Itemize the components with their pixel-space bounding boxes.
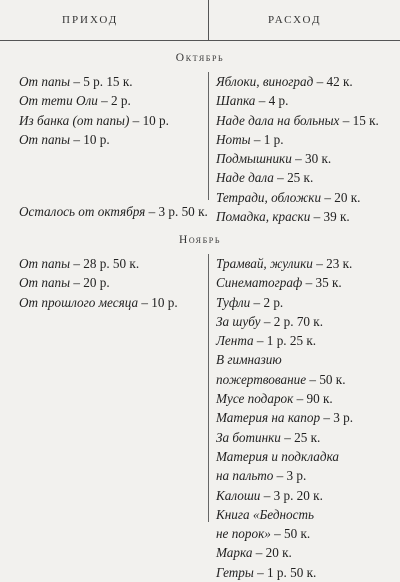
entry-amount: – 10 р. (138, 294, 178, 310)
ledger-entry (19, 273, 178, 292)
entry-text: От тети Оли (19, 93, 98, 109)
entry-text: Подмышники (216, 151, 292, 167)
ledger-entry (216, 207, 379, 226)
ledger-entry (216, 254, 353, 273)
ledger-entry (216, 72, 379, 91)
entry-amount: – 3 р. (273, 468, 307, 484)
ledger-entry (19, 111, 169, 130)
ledger-entry (19, 130, 169, 149)
entry-text: Из банка (от папы) (19, 112, 130, 128)
remaining-label: Осталось от октября (19, 204, 146, 219)
october-income-list (19, 72, 169, 149)
entry-amount: – 50 к. (306, 371, 346, 387)
entry-amount: – 3 р. 20 к. (260, 487, 323, 503)
entry-amount: – 23 к. (312, 256, 353, 271)
entry-text: на пальто (216, 468, 274, 484)
entry-amount: – 3 р. (320, 410, 354, 426)
entry-text: Яблоки, виноград (216, 74, 314, 89)
ledger-entry (216, 149, 379, 168)
entry-amount: – 10 р. (70, 131, 110, 147)
ledger-entry (216, 273, 353, 292)
entry-text: Лента (216, 333, 254, 349)
entry-amount: – 15 к. (339, 112, 379, 128)
entry-amount: – 50 к. (270, 526, 311, 542)
entry-text: пожертвование (216, 371, 307, 387)
entry-amount: – 20 к. (321, 189, 361, 205)
entry-text: От прошлого месяца (19, 294, 139, 310)
entry-text: Мусе подарок (216, 391, 294, 407)
ledger-entry (216, 293, 353, 312)
ledger-entry (19, 254, 178, 273)
entry-amount: – 10 р. (129, 112, 169, 128)
ledger-entry (216, 486, 353, 505)
ledger-entry (216, 350, 353, 369)
entry-text: Синематограф (216, 275, 303, 291)
entry-text: От папы (19, 74, 71, 89)
entry-amount: – 35 к. (302, 275, 342, 291)
entry-text: За ботинки (216, 429, 281, 445)
ledger-entry (216, 466, 353, 485)
ledger-entry (216, 130, 379, 149)
entry-text: Наде дала (216, 170, 274, 186)
entry-text: За шубу (216, 313, 261, 329)
entry-text: Гетры (216, 564, 254, 580)
entry-amount: – 1 р. 25 к. (253, 333, 317, 349)
entry-text: Трамвай, жулики (216, 256, 313, 271)
ledger-entry (216, 370, 353, 389)
october-column-divider (208, 72, 209, 200)
entry-amount: – 20 р. (70, 275, 110, 291)
entry-text: не порок» (216, 526, 271, 542)
entry-text: От папы (19, 256, 71, 271)
entry-text: От папы (19, 275, 71, 291)
entry-amount: – 4 р. (255, 93, 289, 109)
ledger-entry (216, 447, 353, 466)
ledger-entry (216, 428, 353, 447)
entry-text: От папы (19, 131, 71, 147)
november-column-divider (208, 254, 209, 522)
entry-text: Наде дала на больных (216, 112, 340, 128)
ledger-entry (216, 408, 353, 427)
ledger-entry (216, 168, 379, 187)
remaining-amount: – 3 р. 50 к. (145, 204, 208, 219)
entry-amount: – 25 к. (273, 170, 314, 186)
october-expense-list (216, 72, 379, 226)
ledger-entry (216, 505, 353, 524)
entry-text: Материя на капор (216, 410, 321, 426)
entry-amount: – 5 р. 15 к. (70, 74, 133, 89)
entry-text: Тетради, обложки (216, 189, 322, 205)
entry-text: Калоши (216, 487, 261, 503)
ledger-entry (216, 111, 379, 130)
entry-text: Книга «Бедность (216, 506, 315, 522)
november-income-list (19, 254, 178, 312)
ledger-entry (216, 312, 353, 331)
entry-amount: – 39 к. (310, 209, 350, 225)
october-remaining (19, 204, 208, 220)
entry-amount: – 90 к. (293, 391, 333, 407)
october-heading: Октябрь (175, 52, 225, 64)
entry-amount: – 20 к. (252, 545, 292, 561)
november-heading: Ноябрь (178, 234, 222, 246)
entry-amount: – 42 к. (313, 74, 353, 89)
header-divider (208, 0, 209, 40)
entry-text: Туфли (216, 294, 251, 310)
ledger-entry (19, 72, 169, 91)
ledger-entry (216, 91, 379, 110)
entry-text: Ноты (216, 131, 251, 147)
entry-text: Помадка, краски (216, 209, 311, 225)
ledger-entry (216, 524, 353, 543)
ledger-entry (216, 331, 353, 350)
entry-amount: – 25 к. (280, 429, 321, 445)
entry-text: Шапка (216, 93, 256, 109)
november-expense-list (216, 254, 353, 582)
entry-amount: – 30 к. (291, 151, 332, 167)
ledger-entry (216, 563, 353, 582)
ledger-entry (216, 389, 353, 408)
entry-amount: – 1 р. (250, 131, 284, 147)
entry-amount: – 1 р. 50 к. (253, 564, 317, 580)
entry-amount: – 2 р. (97, 93, 131, 109)
entry-amount: – 2 р. 70 к. (260, 313, 324, 329)
expense-column-header: РАСХОД (268, 14, 322, 26)
ledger-entry (216, 188, 379, 207)
entry-text: Материя и подкладка (216, 448, 340, 464)
table-header (0, 0, 400, 41)
income-column-header: ПРИХОД (62, 14, 119, 26)
ledger-entry (19, 91, 169, 110)
entry-amount: – 2 р. (250, 294, 284, 310)
ledger-entry (216, 543, 353, 562)
entry-amount: – 28 р. 50 к. (70, 256, 140, 271)
ledger-entry (19, 293, 178, 312)
entry-text: Марка (216, 545, 253, 561)
entry-text: В гимназию (216, 352, 282, 368)
